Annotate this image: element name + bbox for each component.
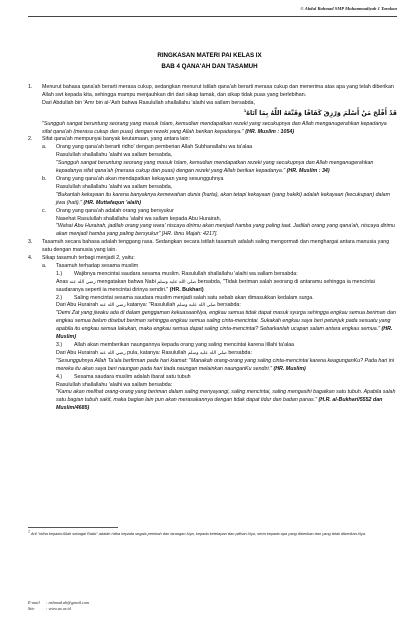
footnote-mark: 1 [28, 529, 30, 534]
hadith-source: (HR. Bukhari) [169, 286, 204, 293]
item-letter: a. [42, 262, 47, 269]
hadith-detail [28, 302, 397, 310]
quote-text: "Wahai Abu Hurairah, jadilah orang yang wara' niscaya dirimu akan menjadi hamba yang paling taat. Jadilah orang yang qana'ah, niscaya dirimu akan menjadi hamba yang paling bersyukur" [56, 223, 395, 238]
point-number: 4. [28, 255, 33, 262]
arabic-honorific: صلى الله عليه وسلم [176, 303, 216, 309]
point-text: Sikap tasamuh terbagi menjadi 2, yaitu: [42, 255, 135, 262]
narration: Nasehat Rasulullah shallallahu 'alaihi wa sallam kepada Abu Hurairah, [56, 215, 222, 222]
virtue-item-c [28, 208, 397, 240]
point-number: 1. [28, 84, 33, 90]
email-link[interactable]: : rahmad.ab@gmail.com [46, 600, 90, 605]
item-number: 3.) [56, 342, 63, 348]
translation-text: "Sungguh sangat beruntung seorang yang masuk Islam, kemudian mendapatkan rezeki yang secukupnya dan Allah menganugerahkan kepadanya sifat qana'ah (merasa cukup dan puas) dengan rezeki yang Allah berikan kepadanya." [42, 120, 387, 135]
detail-text: mengatakan bahwa Nabi [95, 278, 158, 285]
arabic-honorific: صلى الله عليه وسلم [157, 279, 197, 285]
header-divider [28, 16, 397, 17]
virtue-item-a [28, 144, 397, 176]
footnote [28, 531, 397, 537]
narration: Rasulullah shallallahu 'alaihi wa sallam bersabda, [56, 183, 173, 190]
page-footer [28, 600, 89, 612]
item-text: Saling mencintai sesama saudara muslim menjadi salah satu sebab akan dimasukkan kedalam surga. [74, 294, 314, 301]
chapter-title: BAB 4 QANA'AH DAN TASAMUH [161, 63, 258, 70]
item-text: Wajibnya mencintai saudara sesama muslim. Rasulullah shallallahu 'alaihi wa sallam bersabda: [74, 270, 298, 277]
arabic-hadith [28, 108, 397, 121]
detail-text: bersabda: [215, 302, 241, 309]
detail-text: pula, katanya: Rasulullah [125, 349, 188, 356]
detail-text: Dari Abu Hurairah [56, 349, 100, 356]
item-number: 2.) [56, 294, 63, 301]
site-label: Site [28, 606, 35, 611]
quote-text: "Demi Zat yang jiwaku ada di dalam genggaman kekuasaanNya, engkau semua tidak dapat masuk syurga sehingga engkau semua beriman dan engkau semua belum disebut beriman sehingga engkau semua saling cinta-mencintai. Sukakah engkau saya beri petunjuk pada sesuatu yang apabila itu engkau semua lakukan, maka engkau semua dapat saling cinta-mencintai? Sebarkanlah ucapan salam antara engkau semua." [56, 310, 396, 333]
point-text: Tasamuh secara bahasa adalah tenggang rasa. Sedangkan secara istilah tasamuh adalah saling mengormati dan menghargai antara manusia yang satu dengan manusia yang lain. [42, 239, 390, 254]
hadith-source: [HR. Ibnu Majah: 4217]. [161, 231, 218, 238]
document-body [28, 84, 397, 413]
footnote-divider [28, 527, 118, 528]
item-number: 4.) [56, 373, 63, 380]
hadith-quote [28, 160, 397, 176]
tasamuh-item-1 [28, 271, 397, 295]
detail-text: katanya: "Rasulullah [125, 302, 177, 309]
item-text: Tasamuh terhadap sesama muslim [56, 262, 139, 269]
arabic-honorific: رضي الله عنه [69, 279, 96, 285]
item-number: 1.) [56, 270, 63, 277]
quote-text: "Bukanlah kekayaan itu karena banyaknya kemewahan dunia (harta), akan tetapi kekayaan (yang hakiki) adalah kekayaan (kecukupan) dalam jiwa (hati)." [56, 191, 391, 206]
tasamuh-type-a [28, 263, 397, 271]
hadith-source: (HR. Muslim) [273, 365, 306, 372]
item-letter: a. [42, 144, 47, 151]
quote-text: "Sungguh sangat beruntung seorang yang masuk Islam, kemudian mendapatkan rezeki yang secukupnya dan Allah menganugerahkan kepadanya sifat qana'ah (merasa cukup dan puas) dengan rezeki yang Allah berikan kepadanya." [56, 160, 374, 175]
narration: Rasulullah shallallahu 'alaihi wa sallam bersabda, [56, 152, 173, 159]
arabic-honorific: رضي الله عنه [99, 303, 126, 309]
hadith-detail [28, 350, 397, 358]
item-letter: c. [42, 207, 47, 214]
item-text: Orang yang qana'ah berarti ridho' dengan pemberian Allah Subhanallahu wa ta'alaa [56, 144, 253, 151]
footnote-text: Arti "ridha kepada Allah sebagai Rabb" adalah ridha kepada segala perintah dan larangan-Nya, kepada ketetapan dan pilihan-Nya, serta kepada apa yang diberikan dan yang tidak diberikan-Nya. [30, 531, 367, 536]
narration: Dari Abdullah bin 'Amr bin al-'Ash bahwa Rasulullah shallallahu 'alaihi wa sallam bersabda, [42, 99, 255, 106]
item-letter: b. [42, 175, 47, 182]
narration: Rasulullah shallallahu 'alaihi wa sallam bersabda: [56, 381, 173, 388]
header-author: © Abdul Rahmad SMP Muhammadiyah 1 Tarakan [300, 6, 397, 11]
hadith-translation [28, 121, 397, 137]
arabic-honorific: صلى الله عليه وسلم [187, 350, 227, 356]
hadith-detail [28, 279, 397, 295]
hadith-source: (HR. Muslim : 34) [286, 168, 330, 175]
tasamuh-item-3 [28, 342, 397, 374]
footer-site [28, 606, 89, 612]
detail-text: bersabda: [226, 349, 252, 356]
quote-text: "Sesungguhnya Allah Ta'ala berfirman pada hari kiamat: "Manakah orang-orang yang saling cinta-mencintai karena keagunganKu? Pada hari ini mereka itu akan saya beri naungan pada hari tiada naungan melainkan naunganKu sendiri." [56, 357, 395, 372]
arabic-honorific: رضي الله عنه [99, 350, 126, 356]
point-text: Sifat qana'ah mempunyai banyak keutamaan, yang antara lain: [42, 136, 190, 143]
item-text: Sesama saudara muslim adalah ibarat satu tubuh [74, 373, 191, 380]
tasamuh-item-4 [28, 374, 397, 414]
point-text: Menurut bahasa qana'ah berarti merasa cukup, sedangkan menurut istilah qana'ah berarti merasa cukup dan menerima atas apa yang telah diberikan Allah swt kepada kita, sehingga mampu menjauhkan diri dari sikap tamak, dan sikap tidak puas yang berlebihan. [42, 84, 394, 98]
item-text: Orang yang qana'ah akan mendapatkan kekayaan yang sesungguhnya [56, 175, 224, 182]
hadith-source: (HR. Muslim) [56, 326, 393, 341]
point-4 [28, 255, 397, 413]
detail-text: bersabda, "Tidak beriman salah seorang di antaramu sehingga ia mencintai saudaranya seperti ia mencintai dirinya sendiri." [56, 278, 375, 293]
virtue-item-b [28, 176, 397, 208]
point-2 [28, 136, 397, 239]
footnote-mark: 1 [243, 108, 247, 113]
page-header [28, 6, 397, 20]
hadith-source: (HR. Muslim : 1054) [245, 128, 295, 135]
point-number: 2. [28, 136, 33, 143]
hadith-quote [28, 358, 397, 374]
email-label: E-mail [28, 600, 40, 605]
hadith-source: (H.R. al-Bukhari/5552 dan Muslim/4685) [56, 397, 383, 412]
tasamuh-item-2 [28, 295, 397, 342]
quote-text: "Kamu akan melihat orang-orang yang beriman dalam saling menyayangi, saling mencintai, saling mengasihi bagaikan satu tubuh. Apabila salah satu bagian tubuh sakit, maka bagian lain pun akan merasakannya dengan tidak dapat tidur dan badan panas." [56, 389, 396, 404]
point-3 [28, 239, 397, 255]
site-link[interactable]: : www.ax.or.id [46, 606, 71, 611]
point-number: 3. [28, 239, 33, 246]
detail-text: Dari Abu Hurairah [56, 302, 100, 309]
hadith-quote [28, 223, 397, 239]
arabic-text: قَدْ أَفْلَحَ مَنْ أَسْلَمَ وَرُزِقَ كَفَافًا وَقَنَّعَهُ اللَّهُ بِمَا آتَاهُ [246, 108, 397, 117]
document-title: RINGKASAN MATERI PAI KELAS IX [157, 52, 262, 59]
hadith-source: (HR. Muttafaqun 'alaih) [83, 199, 141, 206]
detail-text: Anas [56, 278, 70, 285]
item-text: Orang yang qana'ah adalah orang yang bersyukur [56, 207, 174, 214]
hadith-quote [28, 389, 397, 413]
item-text: Allah akan memberikan naungannya kepada orang yang saling mencintai karena lillahi ta'alaa [74, 342, 295, 348]
point-1 [28, 84, 397, 136]
hadith-quote [28, 192, 397, 208]
hadith-quote [28, 310, 397, 342]
